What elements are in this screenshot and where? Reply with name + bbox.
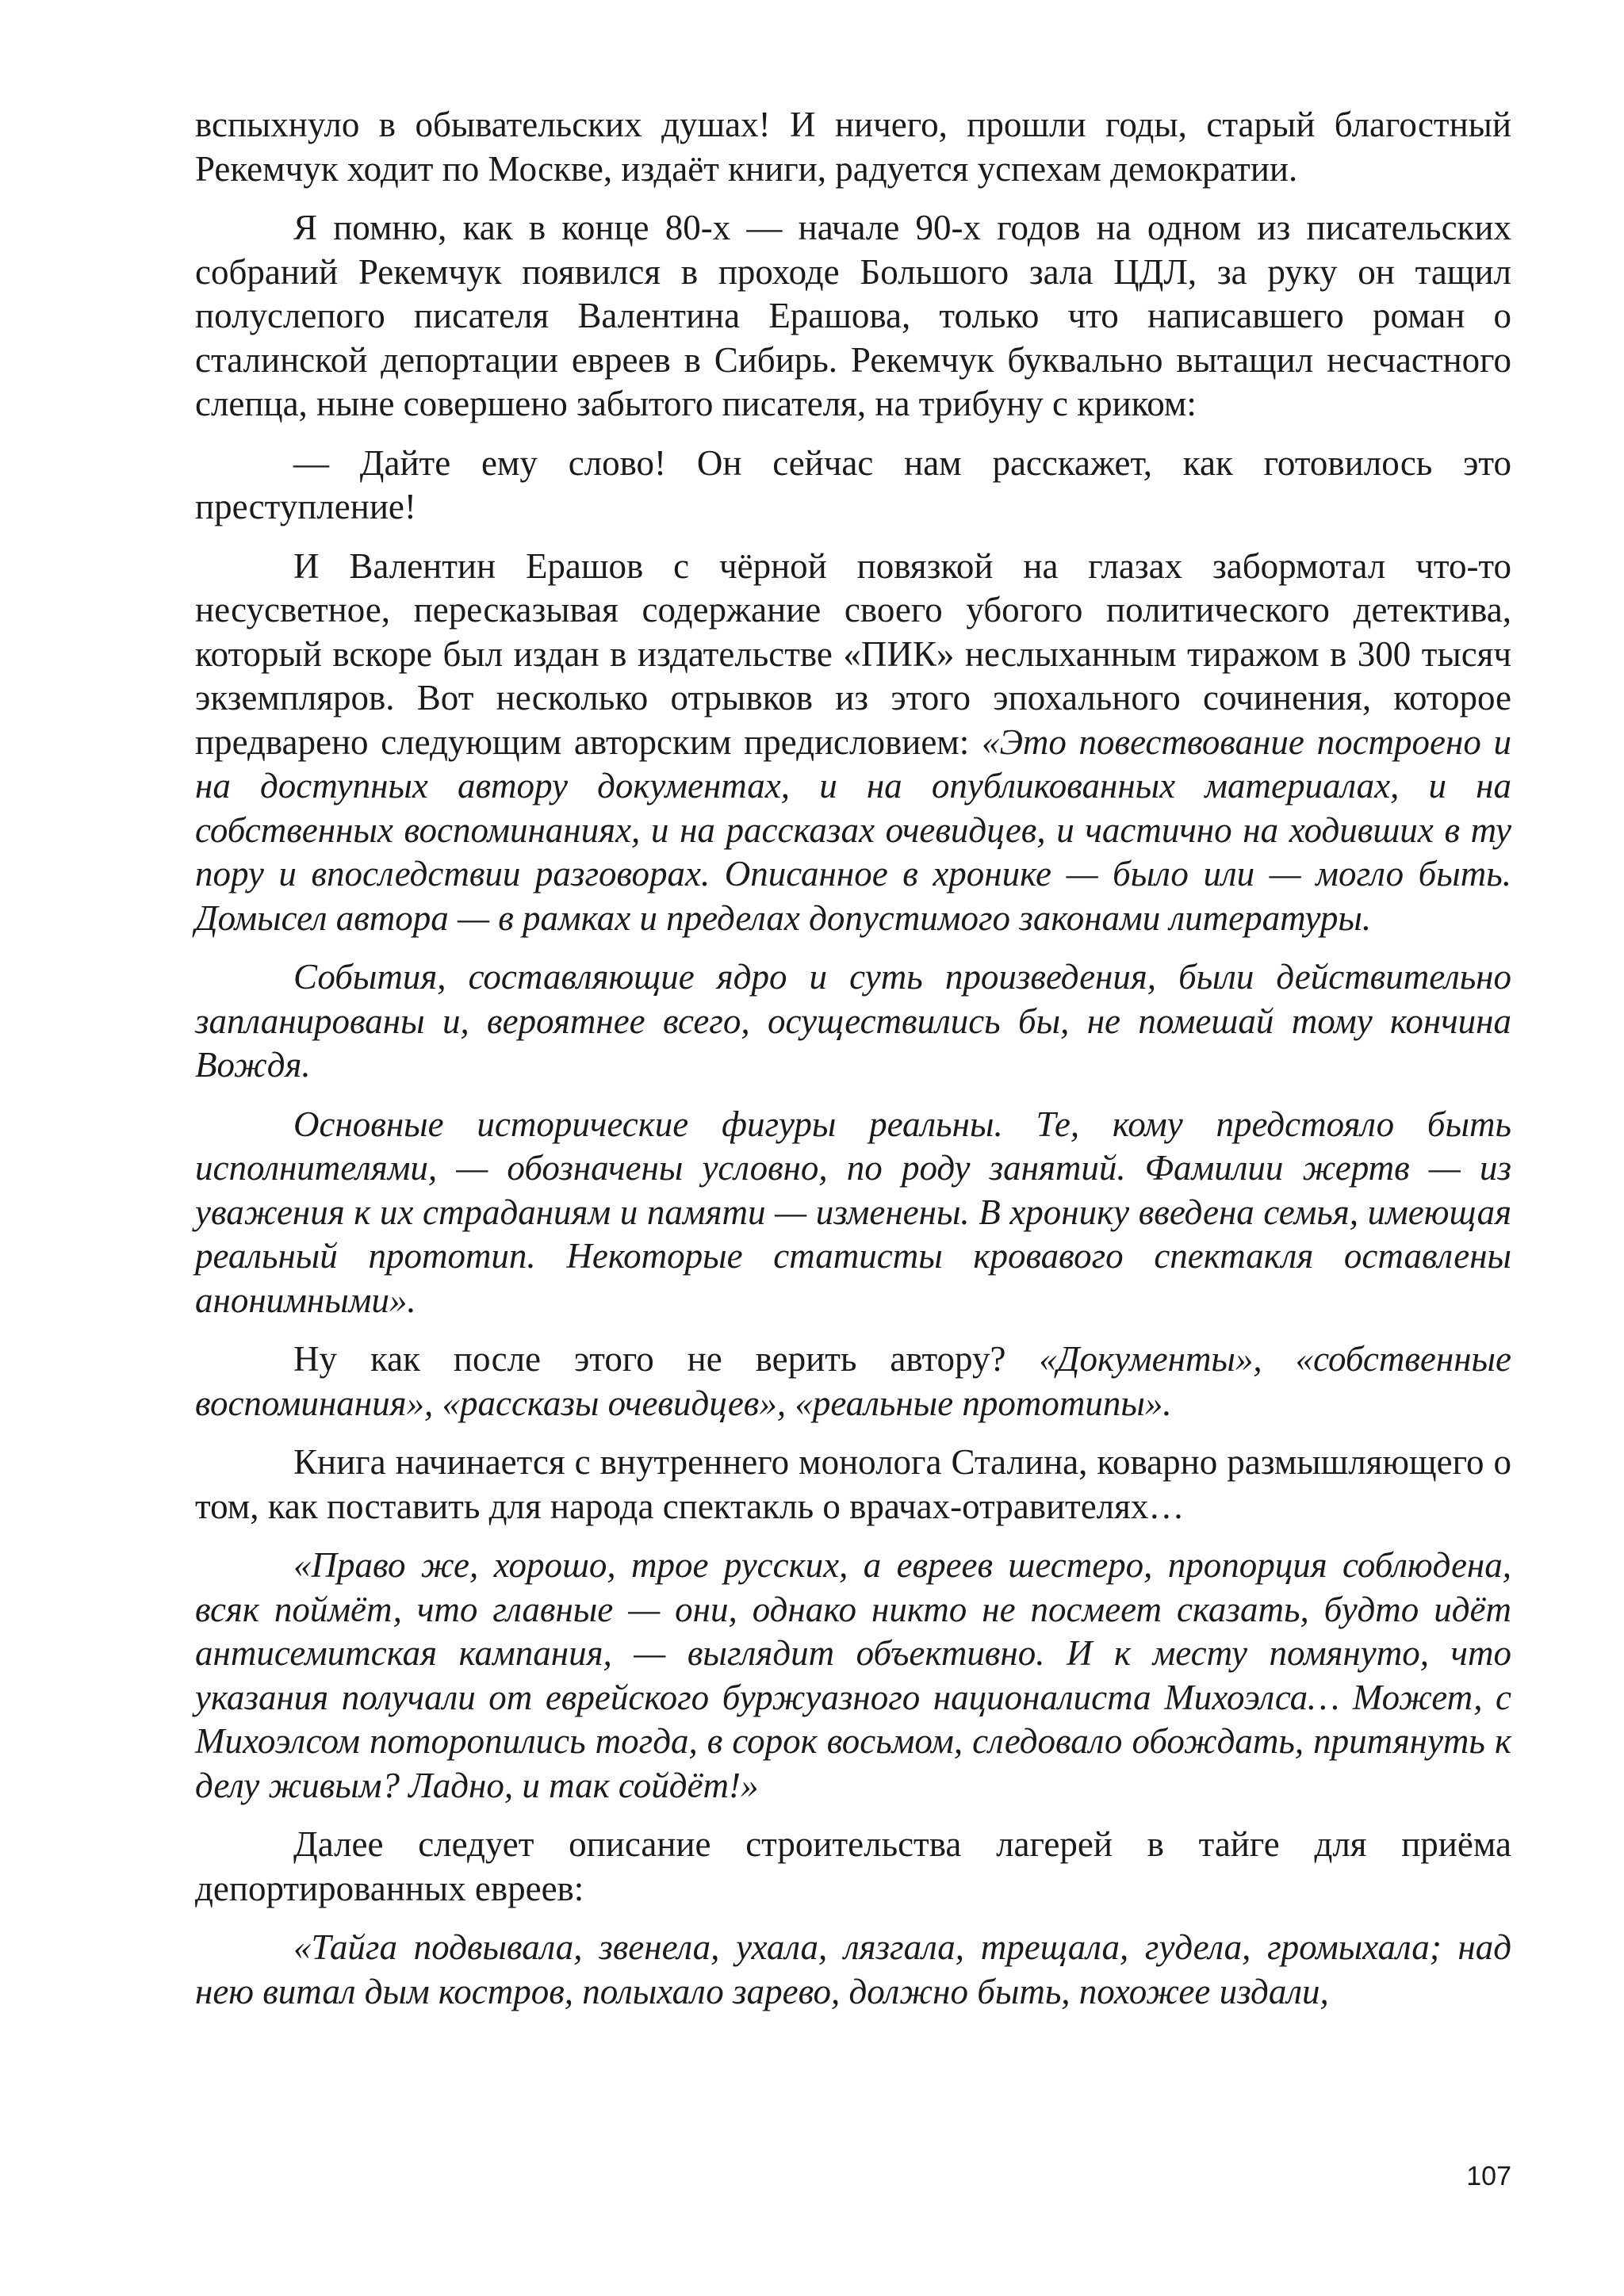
paragraph-4 bbox=[195, 545, 1511, 941]
paragraph-1 bbox=[195, 103, 1511, 191]
paragraph-7 bbox=[195, 1337, 1511, 1425]
paragraph-quote: «Право же, хорошо, трое русских, а евреев шестеро, пропорция соблюдена, всяк поймёт, что главные — они, однако никто не посмеет сказать, будто идёт антисемитская кампания, — выглядит объективно. И к месту помянуто, что указания получали от еврейского буржуазного националиста Михоэлса… Может, с Михоэлсом поторопились тогда, в сорок восьмом, следовало обождать, притянуть к делу живым? Ладно, и так сойдёт!» bbox=[195, 1545, 1511, 1805]
paragraph-8 bbox=[195, 1441, 1511, 1529]
paragraph-quote: События, составляющие ядро и суть произведения, были действительно запланированы и, вероятнее всего, осуществились бы, не помешай тому кончина Вождя. bbox=[195, 957, 1511, 1085]
paragraph-text: Книга начинается с внутреннего монолога Сталина, коварно размышляющего о том, как поставить для народа спектакль о врачах-отравителях… bbox=[195, 1442, 1511, 1526]
paragraph-6 bbox=[195, 1103, 1511, 1323]
paragraph-text: Ну как после этого не верить автору? bbox=[293, 1339, 1040, 1379]
paragraph-text: вспыхнуло в обывательских душах! И ничего, прошли годы, старый благостный Рекемчук ходит по Москве, издаёт книги, радуется успехам демократии. bbox=[195, 105, 1511, 189]
paragraph-text: И Валентин Ерашов с чёрной повязкой на глазах забормотал что-то несусветное, пересказывая содержание своего убогого политического детектива, который вскоре был издан в издательстве «ПИК» неслыханным тиражом в 300 тысяч экземпляров. Вот несколько отрывков из этого эпохального сочинения, которое предварено следующим авторским предисловием: bbox=[195, 545, 1511, 762]
paragraph-2 bbox=[195, 206, 1511, 427]
paragraph-10 bbox=[195, 1823, 1511, 1911]
paragraph-text: — Дайте ему слово! Он сейчас нам расскажет, как готовилось это преступление! bbox=[195, 442, 1511, 526]
paragraph-quote: «Это повествование построено и на доступных автору документах, и на опубликованных материалах, и на собственных воспоминаниях, и на рассказах очевидцев, и частично на ходивших в ту пору и впоследствии разговорах. Описанное в хронике — было или — могло быть. Домысел автора — в рамках и пределах допустимого законами литературы. bbox=[195, 721, 1511, 938]
document-page bbox=[195, 103, 1511, 2029]
paragraph-3 bbox=[195, 442, 1511, 530]
paragraph-9 bbox=[195, 1544, 1511, 1808]
paragraph-11 bbox=[195, 1926, 1511, 2014]
paragraph-quote: Основные исторические фигуры реальны. Те, кому предстояло быть исполнителями, — обозначены условно, по роду занятий. Фамилии жертв — из уважения к их страданиям и памяти — изменены. В хронику введена семья, имеющая реальный прототип. Некоторые статисты кровавого спектакля оставлены анонимными». bbox=[195, 1104, 1511, 1320]
paragraph-5 bbox=[195, 955, 1511, 1088]
paragraph-text: Я помню, как в конце 80-х — начале 90-х годов на одном из писательских собраний Рекемчук появился в проходе Большого зала ЦДЛ, за руку он тащил полуслепого писателя Валентина Ерашова, только что написавшего роман о сталинской депортации евреев в Сибирь. Рекемчук буквально вытащил несчастного слепца, ныне совершено забытого писателя, на трибуну с криком: bbox=[195, 208, 1511, 423]
paragraph-text: Далее следует описание строительства лагерей в тайге для приёма депортированных евреев: bbox=[195, 1824, 1511, 1908]
paragraph-quote: «Документы», «собственные воспоминания», «рассказы очевидцев», «реальные прототипы». bbox=[195, 1339, 1511, 1423]
page-number: 107 bbox=[1466, 2161, 1511, 2191]
paragraph-quote: «Тайга подвывала, звенела, ухала, лязгала, трещала, гудела, громыхала; над нею витал дым костров, полыхало зарево, должно быть, похожее издали, bbox=[195, 1927, 1511, 2011]
